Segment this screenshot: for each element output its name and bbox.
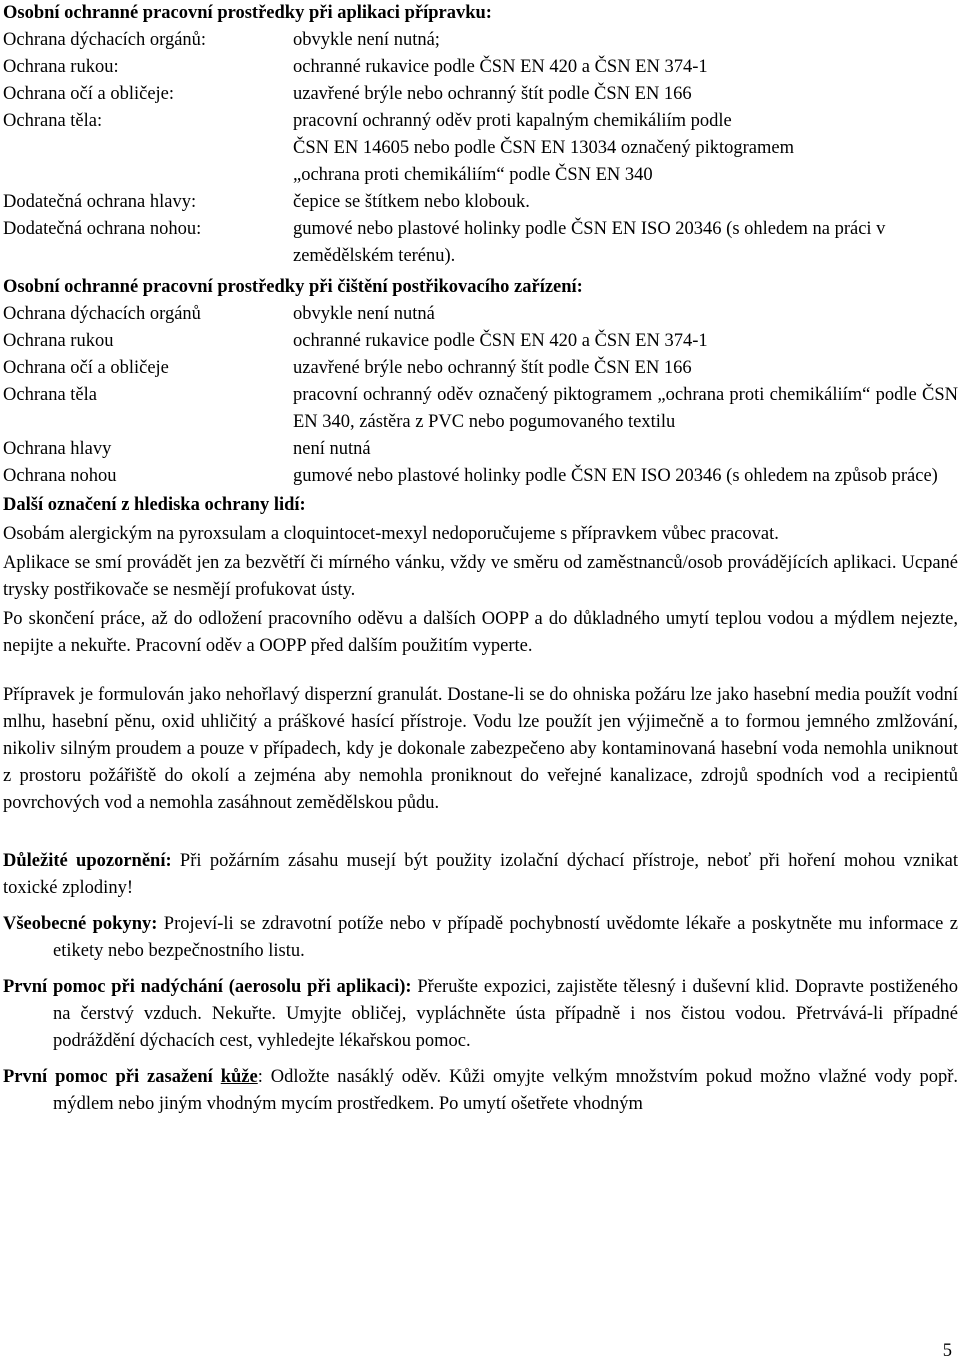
- s1-value-line: ČSN EN 14605 nebo podle ČSN EN 13034 označený piktogramem: [293, 138, 794, 158]
- s1-label: Dodatečná ochrana nohou:: [3, 219, 202, 239]
- s1-value: obvykle není nutná;: [293, 30, 440, 50]
- s1-label: Dodatečná ochrana hlavy:: [3, 192, 197, 212]
- general-label: Všeobecné pokyny:: [3, 914, 158, 934]
- s1-value: čepice se štítkem nebo klobouk.: [293, 192, 530, 212]
- s2-value: není nutná: [293, 439, 371, 459]
- s1-row-hands: [3, 54, 958, 81]
- section3-paragraph: Osobám alergickým na pyroxsulam a cloquintocet-mexyl nedoporučujeme s přípravkem vůbec pracovat.: [3, 524, 779, 544]
- section2-list: [3, 301, 958, 490]
- s1-value-line: „ochrana proti chemikáliím“ podle ČSN EN 340: [293, 165, 653, 185]
- s2-label: Ochrana rukou: [3, 331, 114, 351]
- s1-label: Ochrana těla:: [3, 111, 103, 131]
- s1-row-body: [3, 108, 958, 189]
- s1-label: Ochrana rukou:: [3, 57, 119, 77]
- skin-paragraph: [3, 1064, 958, 1118]
- skin-text: : Odložte nasáklý oděv. Kůži omyjte velkým množstvím pokud možno vlažné vody popř. mýdlem nebo jiným vhodným mycím prostředkem. Po umytí ošetřete vhodným: [53, 1067, 958, 1114]
- s2-label: Ochrana očí a obličeje: [3, 358, 169, 378]
- s1-row-feet: [3, 216, 958, 270]
- s1-label: Ochrana dýchacích orgánů:: [3, 30, 207, 50]
- s2-row-head: [3, 436, 958, 463]
- section3-title: Další označení z hlediska ochrany lidí:: [3, 495, 306, 515]
- document-page: [3, 0, 958, 1118]
- section1-title: Osobní ochranné pracovní prostředky při aplikaci přípravku:: [3, 3, 492, 23]
- s2-label: Ochrana dýchacích orgánů: [3, 304, 201, 324]
- section3-paragraph: Aplikace se smí provádět jen za bezvětří či mírného vánku, vždy ve směru od zaměstnanců/osob provádějících aplikaci. Ucpané trysky postřikovače se nesmějí profukovat ústy.: [3, 553, 958, 600]
- s2-row-body: [3, 382, 958, 436]
- inhale-paragraph: [3, 974, 958, 1055]
- s2-value: pracovní ochranný oděv označený piktogramem „ochrana proti chemikáliím“ podle ČSN EN 340, zástěra z PVC nebo pogumovaného textilu: [293, 385, 958, 432]
- s2-value: uzavřené brýle nebo ochranný štít podle ČSN EN 166: [293, 358, 692, 378]
- warning-paragraph: [3, 848, 958, 902]
- s1-value: ochranné rukavice podle ČSN EN 420 a ČSN EN 374-1: [293, 57, 708, 77]
- skin-label: První pomoc při zasažení: [3, 1067, 221, 1087]
- s2-row-respiratory: [3, 301, 958, 328]
- s2-label: Ochrana hlavy: [3, 439, 112, 459]
- general-text: Projeví-li se zdravotní potíže nebo v případě pochybností uvědomte lékaře a poskytněte mu informace z etikety nebo bezpečnostního listu.: [53, 914, 958, 961]
- section3-paragraph: Po skončení práce, až do odložení pracovního oděvu a dalších OOPP a do důkladného umytí teplou vodou a mýdlem nejezte, nepijte a nekuřte. Pracovní oděv a OOPP před dalším použitím vyperte.: [3, 609, 958, 656]
- section2-title: Osobní ochranné pracovní prostředky při čištění postřikovacího zařízení:: [3, 277, 583, 297]
- s1-label: Ochrana očí a obličeje:: [3, 84, 175, 104]
- s1-row-eyes: [3, 81, 958, 108]
- s2-label: Ochrana těla: [3, 385, 97, 405]
- warning-text: Při požárním zásahu musejí být použity izolační dýchací přístroje, neboť při hoření mohou vznikat toxické zplodiny!: [3, 851, 959, 898]
- s1-row-head: [3, 189, 958, 216]
- s2-value: obvykle není nutná: [293, 304, 435, 324]
- fire-paragraph: Přípravek je formulován jako nehořlavý disperzní granulát. Dostane-li se do ohniska požáru lze jako hasební media použít vodní mlhu, hasební pěnu, oxid uhličitý a práškové hasící přístroje. Vodu lze použít jen výjimečně a to formou jemného zmlžování, nikoliv silným proudem a pouze v případech, kdy je dokonale zabezpečeno aby kontaminovaná hasební voda nemohla uniknout z prostoru požářiště do okolí a zejména aby nemohla proniknout do veřejné kanalizace, zdrojů spodních vod a recipientů povrchových vod a nemohla zasáhnout zemědělskou půdu.: [3, 685, 958, 813]
- page-number: 5: [942, 1341, 952, 1361]
- section1-list: [3, 27, 958, 270]
- s1-value: [293, 108, 958, 189]
- s1-row-respiratory: [3, 27, 958, 54]
- warning-label: Důležité upozornění:: [3, 851, 172, 871]
- s2-value: ochranné rukavice podle ČSN EN 420 a ČSN EN 374-1: [293, 331, 708, 351]
- s1-value: uzavřené brýle nebo ochranný štít podle ČSN EN 166: [293, 84, 692, 104]
- s2-row-hands: [3, 328, 958, 355]
- inhale-label: První pomoc při nadýchání (aerosolu při aplikaci):: [3, 977, 412, 997]
- s2-value: gumové nebo plastové holinky podle ČSN EN ISO 20346 (s ohledem na způsob práce): [293, 466, 938, 486]
- s2-label: Ochrana nohou: [3, 466, 117, 486]
- s1-value: gumové nebo plastové holinky podle ČSN EN ISO 20346 (s ohledem na práci v zemědělském terénu).: [293, 219, 886, 266]
- s1-value-line: pracovní ochranný oděv proti kapalným chemikáliím podle: [293, 111, 732, 131]
- general-paragraph: [3, 911, 958, 965]
- s2-row-feet: [3, 463, 958, 490]
- skin-label-underlined: kůže: [220, 1067, 258, 1087]
- s2-row-eyes: [3, 355, 958, 382]
- inhale-text: Přerušte expozici, zajistěte tělesný i duševní klid. Dopravte postiženého na čerstvý vzduch. Nekuřte. Umyjte obličej, vypláchněte ústa případně i nos čistou vodou. Přetrvává-li případné podráždění dýchacích cest, vyhledejte lékařskou pomoc.: [53, 977, 958, 1051]
